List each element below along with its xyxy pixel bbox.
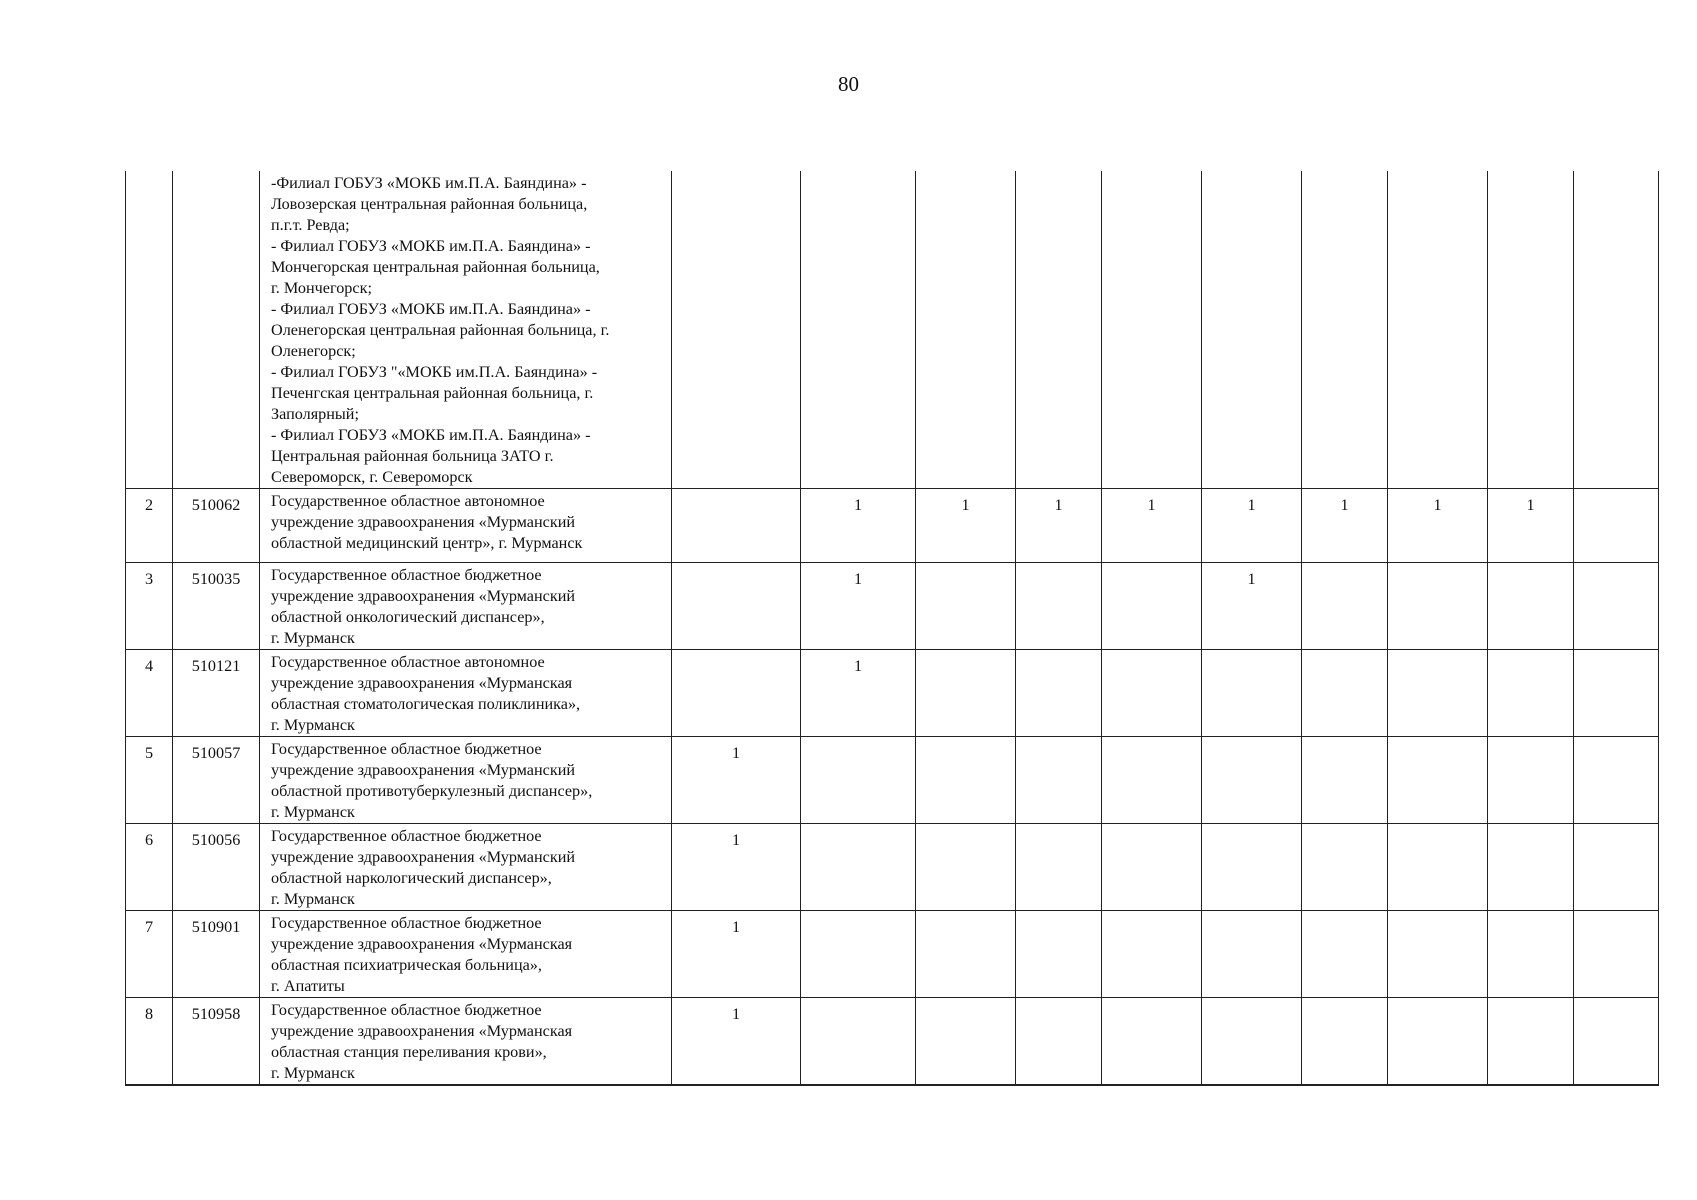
org-name-line: Государственное областное автономное [271,653,545,671]
mark-cell [1102,824,1202,911]
org-name-line: Государственное областное бюджетное [271,914,542,932]
mark-cell [1202,737,1302,824]
table-row [126,563,1659,650]
org-name-line: Североморск, г. Североморск [271,468,473,486]
org-name-line: Государственное областное автономное [271,492,545,510]
org-name-cell [260,563,672,650]
mark-cell [1488,824,1574,911]
org-name-line: Ловозерская центральная районная больница, [271,195,588,213]
mark-cell [672,650,801,737]
org-code-cell: 510901 [173,911,260,998]
table-row [126,824,1659,911]
mark-cell [1488,650,1574,737]
mark-cell [1574,824,1659,911]
mark-cell [1302,824,1388,911]
mark-cell [1488,998,1574,1086]
org-name-line: учреждение здравоохранения «Мурманский [271,587,576,605]
row-number-cell: 2 [126,489,173,563]
org-name-cell [260,824,672,911]
org-name-line: областной наркологический диспансер», [271,869,552,887]
org-name-line: учреждение здравоохранения «Мурманская [271,674,573,692]
mark-cell [1574,650,1659,737]
org-name-line: г. Мурманск [271,803,355,821]
mark-cell [1574,171,1659,489]
row-number-cell: 4 [126,650,173,737]
mark-cell: 1 [1302,489,1388,563]
mark-cell [1488,911,1574,998]
org-name-line: - Филиал ГОБУЗ «МОКБ им.П.А. Баяндина» - [271,237,591,255]
org-name-line: п.г.т. Ревда; [271,216,350,234]
org-name-line: областной онкологический диспансер», [271,608,545,626]
org-name-line: - Филиал ГОБУЗ «МОКБ им.П.А. Баяндина» - [271,300,591,318]
org-name-cell [260,171,672,489]
mark-cell [1202,171,1302,489]
table-row [126,650,1659,737]
org-name-line: г. Мурманск [271,629,355,647]
page-number: 80 [838,72,859,96]
mark-cell [1202,911,1302,998]
mark-cell [1388,824,1488,911]
org-name-line: г. Мончегорск; [271,279,372,297]
org-name-line: учреждение здравоохранения «Мурманская [271,935,573,953]
org-name-line: Заполярный; [271,405,359,423]
org-name-line: Мончегорская центральная районная больница, [271,258,600,276]
org-name-line: г. Апатиты [271,977,345,995]
mark-cell [801,824,916,911]
mark-cell [1388,911,1488,998]
mark-cell [1488,171,1574,489]
mark-cell [916,563,1016,650]
mark-cell [1388,563,1488,650]
org-name-line: Печенгская центральная районная больница, г. [271,384,594,402]
org-name-line: Государственное областное бюджетное [271,827,542,845]
mark-cell [916,171,1016,489]
org-name-line: областной противотуберкулезный диспансер», [271,782,593,800]
mark-cell [1302,650,1388,737]
mark-cell: 1 [1488,489,1574,563]
mark-cell [1016,737,1102,824]
row-number-cell: 5 [126,737,173,824]
org-name-line: Государственное областное бюджетное [271,1001,542,1019]
mark-cell [1102,650,1202,737]
mark-cell [1202,650,1302,737]
mark-cell [1016,650,1102,737]
mark-cell: 1 [801,563,916,650]
mark-cell [1016,911,1102,998]
org-name-line: областная стоматологическая поликлиника», [271,695,581,713]
mark-cell: 1 [672,911,801,998]
mark-cell [1388,737,1488,824]
mark-cell [916,737,1016,824]
mark-cell: 1 [672,737,801,824]
mark-cell [1388,650,1488,737]
mark-cell [1388,998,1488,1086]
mark-cell [1574,489,1659,563]
mark-cell [1102,911,1202,998]
mark-cell [1016,998,1102,1086]
row-number-cell: 7 [126,911,173,998]
org-name-line: - Филиал ГОБУЗ "«МОКБ им.П.А. Баяндина» - [271,363,598,381]
org-name-line: областной медицинский центр», г. Мурманск [271,534,583,552]
mark-cell: 1 [916,489,1016,563]
mark-cell [1574,911,1659,998]
mark-cell: 1 [1016,489,1102,563]
row-number-cell: 6 [126,824,173,911]
org-name-cell [260,737,672,824]
org-code-cell: 510121 [173,650,260,737]
org-code-cell: 510035 [173,563,260,650]
table-body [126,171,1659,1085]
table-row [126,489,1659,563]
org-name-line: учреждение здравоохранения «Мурманская [271,1022,573,1040]
org-name-line: Центральная районная больница ЗАТО г. [271,447,554,465]
mark-cell [801,911,916,998]
org-name-line: учреждение здравоохранения «Мурманский [271,513,576,531]
mark-cell [1202,998,1302,1086]
mark-cell [1488,563,1574,650]
org-name-line: г. Мурманск [271,890,355,908]
org-code-cell: 510958 [173,998,260,1086]
mark-cell [1574,563,1659,650]
org-name-line: - Филиал ГОБУЗ «МОКБ им.П.А. Баяндина» - [271,426,591,444]
org-name-line: -Филиал ГОБУЗ «МОКБ им.П.А. Баяндина» - [271,174,587,192]
table-row [126,171,1659,489]
mark-cell [672,563,801,650]
org-name-cell [260,489,672,563]
mark-cell [916,911,1016,998]
mark-cell [801,737,916,824]
org-name-line: Оленегорская центральная районная больница, г. [271,321,610,339]
mark-cell [1302,737,1388,824]
org-name-cell [260,911,672,998]
mark-cell [916,824,1016,911]
org-name-line: Оленегорск; [271,342,356,360]
mark-cell [1102,998,1202,1086]
mark-cell [1102,737,1202,824]
org-code-cell: 510057 [173,737,260,824]
mark-cell: 1 [1202,489,1302,563]
org-name-line: Государственное областное бюджетное [271,566,542,584]
mark-cell [1102,171,1202,489]
org-code-cell [173,171,260,489]
mark-cell [1102,563,1202,650]
org-name-line: областная психиатрическая больница», [271,956,542,974]
mark-cell: 1 [801,650,916,737]
mark-cell [1016,171,1102,489]
mark-cell [1574,998,1659,1086]
mark-cell [1488,737,1574,824]
mark-cell [916,998,1016,1086]
mark-cell [1202,824,1302,911]
mark-cell [672,171,801,489]
mark-cell: 1 [672,998,801,1086]
mark-cell: 1 [1388,489,1488,563]
org-name-line: учреждение здравоохранения «Мурманский [271,848,576,866]
org-name-line: областная станция переливания крови», [271,1043,547,1061]
mark-cell [672,489,801,563]
mark-cell [801,998,916,1086]
institutions-table [125,171,1659,1086]
mark-cell [1016,824,1102,911]
mark-cell [1574,737,1659,824]
org-name-line: г. Мурманск [271,716,355,734]
mark-cell [1388,171,1488,489]
mark-cell [801,171,916,489]
org-name-line: г. Мурманск [271,1064,355,1082]
table-row [126,737,1659,824]
org-code-cell: 510056 [173,824,260,911]
mark-cell [1302,171,1388,489]
org-name-cell [260,650,672,737]
org-name-cell [260,998,672,1086]
table-row [126,998,1659,1086]
table-row [126,911,1659,998]
org-name-line: Государственное областное бюджетное [271,740,542,758]
row-number-cell [126,171,173,489]
mark-cell: 1 [801,489,916,563]
mark-cell: 1 [1102,489,1202,563]
org-code-cell: 510062 [173,489,260,563]
mark-cell [1302,998,1388,1086]
mark-cell [1302,911,1388,998]
mark-cell [1016,563,1102,650]
mark-cell [916,650,1016,737]
row-number-cell: 8 [126,998,173,1086]
row-number-cell: 3 [126,563,173,650]
mark-cell: 1 [672,824,801,911]
mark-cell: 1 [1202,563,1302,650]
mark-cell [1302,563,1388,650]
org-name-line: учреждение здравоохранения «Мурманский [271,761,576,779]
